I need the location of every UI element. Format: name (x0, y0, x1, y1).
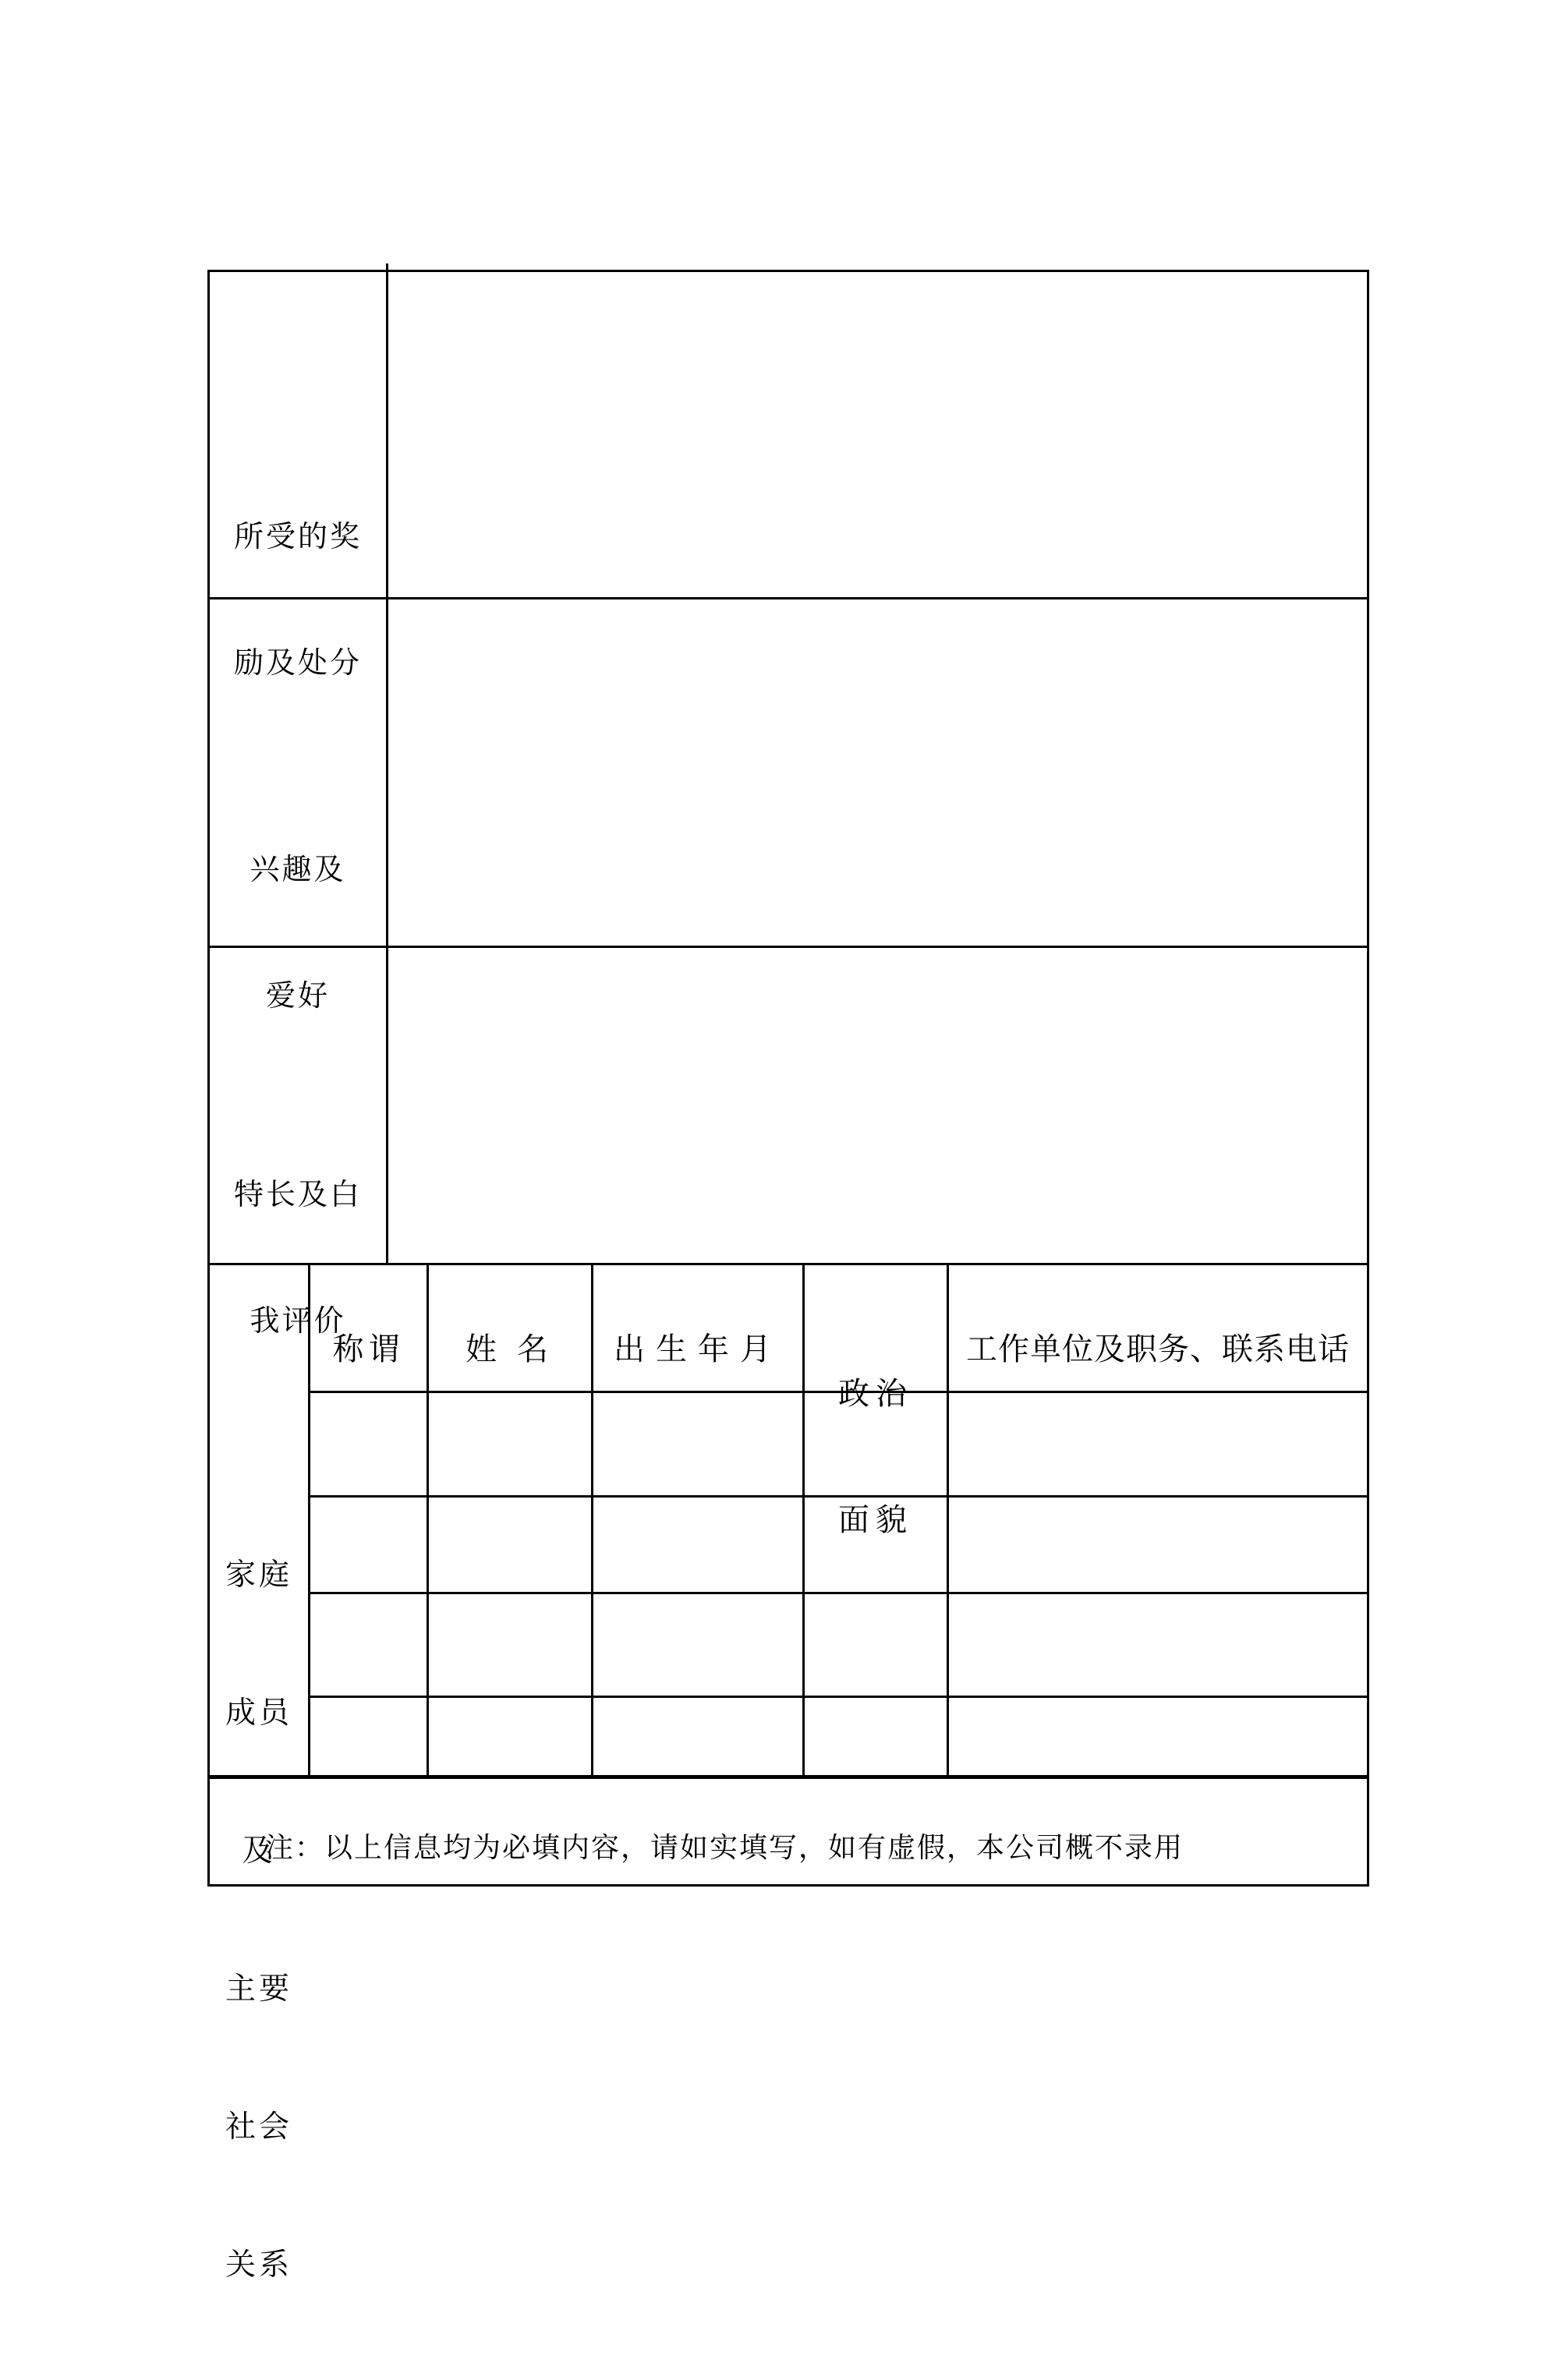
family-table-empty-cell (593, 1594, 802, 1696)
column-header-name: 姓 名 (466, 1331, 554, 1367)
column-header-birth-date: 出生年月 (614, 1331, 782, 1367)
family-table-empty-cell (805, 1393, 947, 1495)
application-form-table (207, 270, 1369, 2282)
row-label-interests-hobbies (210, 765, 386, 1102)
family-table-empty-cell (429, 1498, 591, 1592)
family-table-empty-cell (805, 1698, 947, 1775)
fam-label-line: 成员 (225, 1696, 292, 1730)
specialty-self-evaluation-content-area (388, 948, 1367, 1263)
fam-label-line: 主要 (225, 1972, 292, 2006)
column-header-relation: 称谓 (332, 1331, 405, 1367)
family-table-empty-cell (593, 1393, 802, 1495)
column-header-work-unit-phone: 工作单位及职务、联系电话 (966, 1331, 1350, 1367)
fam-label-line: 关系 (225, 2248, 292, 2282)
row-label-awards-punishments (210, 432, 386, 769)
family-table-empty-cell (593, 1698, 802, 1775)
row-label-family-members (210, 1460, 308, 2380)
family-table-empty-cell (949, 1698, 1367, 1775)
fam-label-line: 社会 (225, 2110, 292, 2144)
fam-label-line: 家庭 (225, 1558, 292, 1592)
row-label-line: 特长及白 (233, 1179, 362, 1211)
family-table-empty-cell (429, 1594, 591, 1696)
family-table-empty-cell (593, 1498, 802, 1592)
column-header-line: 政治 (838, 1376, 913, 1411)
family-table-empty-cell (429, 1698, 591, 1775)
row-label-line: 爱好 (265, 980, 330, 1013)
family-table-empty-cell (949, 1393, 1367, 1495)
row-label-line: 所受的奖 (233, 521, 362, 553)
family-table-empty-cell (949, 1498, 1367, 1592)
row-label-line: 我评价 (250, 1305, 346, 1338)
family-table-empty-cell (310, 1498, 427, 1592)
awards-punishments-content-area (388, 272, 1367, 597)
grid-line-artifact (386, 263, 388, 270)
family-table-empty-cell (429, 1393, 591, 1495)
row-label-line: 兴趣及 (250, 854, 346, 886)
family-table-empty-cell (805, 1594, 947, 1696)
family-table-empty-cell (310, 1594, 427, 1696)
footer-note: 注：以上信息均为必填内容，请如实填写，如有虚假，本公司概不录用 (265, 1832, 1184, 1863)
column-header-line: 面貌 (838, 1502, 913, 1537)
interests-hobbies-content-area (388, 599, 1367, 946)
family-table-empty-cell (949, 1594, 1367, 1696)
row-label-specialty-self-evaluation (210, 1090, 386, 1427)
fam-label-line: 及 (242, 1834, 276, 1868)
family-table-empty-cell (310, 1698, 427, 1775)
family-table-empty-cell (805, 1498, 947, 1592)
family-table-empty-cell (310, 1393, 427, 1495)
row-label-line: 励及处分 (233, 647, 362, 680)
grid-line (210, 1775, 1367, 1779)
